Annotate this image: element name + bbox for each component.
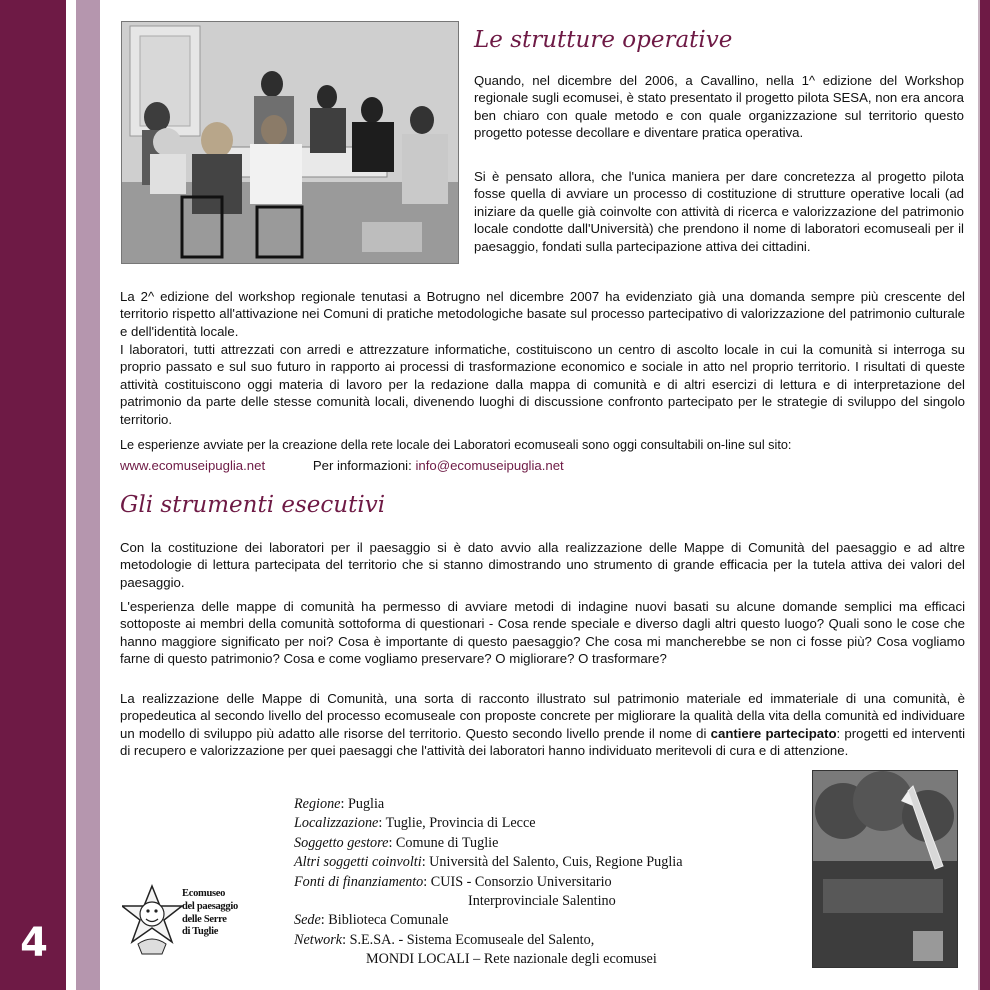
detail-value: : Biblioteca Comunale <box>320 912 449 929</box>
details-block <box>294 795 804 970</box>
section-heading-strumenti: Gli strumenti esecutivi <box>120 492 386 518</box>
paragraph-text-end: : progetti ed interventi di recupero e valorizzazione per quei paesaggi che l'attività dei laboratori hanno individuato meritevoli di cura e di attenzione. <box>120 725 966 759</box>
detail-value: : Tuglie, Provincia di Lecce <box>378 815 536 832</box>
detail-row-fonti-cont: Interprovinciale Salentino <box>468 893 616 910</box>
detail-row-network-cont: MONDI LOCALI – Rete nazionale degli ecomusei <box>366 951 657 968</box>
page-number: 4 <box>20 920 46 966</box>
paragraph-strutture: Si è pensato allora, che l'unica maniera per dare concretezza al progetto pilota fosse quella di avviare un processo di costituzione di strutture operative locali (ad iniziare da quelle già coinvolte con attività di ricerca e valorizzazione del patrimonio locale condotte dall'Università) che prendono il nome di laboratori ecomuseali per il paesaggio, fondati sulla partecipazione attiva dei cittadini. <box>474 169 964 254</box>
paragraph-laboratori: I laboratori, tutti attrezzati con arredi e attrezzature informatiche, costituiscono un centro di ascolto locale in cui la comunità si interroga su proprio passato e sul suo futuro in rapporto ai processi di trasformazione economico e sociale in atto nel proprio territorio. I risultati di queste attività costituiscono oggi materia di lavoro per la redazione dalla mappa di comunità e di altri esercizi di lettura e di interpretazione del patrimonio da parte delle stesse comunità locali, divenendo luoghi di discussione confronto partecipato per le strategie di sviluppo del singolo territorio. <box>120 342 965 427</box>
detail-label: Localizzazione <box>294 815 379 832</box>
detail-value: : Puglia <box>340 796 385 812</box>
detail-label: Regione <box>294 796 341 812</box>
website-link[interactable]: www.ecomuseipuglia.net <box>120 458 266 473</box>
detail-label: Altri soggetti coinvolti <box>294 854 422 871</box>
paragraph-esperienze: Le esperienze avviate per la creazione della rete locale dei Laboratori ecomuseali sono oggi consultabili on-line sul sito: <box>120 438 792 452</box>
detail-value: : Università del Salento, Cuis, Regione Puglia <box>421 854 683 871</box>
cantiere-partecipato: cantiere partecipato <box>710 725 837 741</box>
band-gap <box>66 0 76 990</box>
paragraph-realizzazione <box>120 690 965 760</box>
logo-line: di Tuglie <box>182 926 219 938</box>
detail-label: Fonti di finanziamento <box>294 873 424 890</box>
detail-row-soggetto <box>294 834 804 853</box>
detail-value: : CUIS - Consorzio Universitario <box>423 873 612 890</box>
publication-cover-image <box>812 770 958 968</box>
email-link[interactable]: info@ecomuseipuglia.net <box>415 458 564 473</box>
workshop-photo <box>121 21 459 264</box>
detail-label: Soggetto gestore <box>294 834 389 851</box>
paragraph-workshop: La 2^ edizione del workshop regionale tenutasi a Botrugno nel dicembre 2007 ha evidenziato già una domanda sempre più crescente del territorio rispetto all'attivazione nei Comuni di pratiche metodologiche basate sul processo partecipativo di valorizzazione del patrimonio culturale e dell'identità locale. <box>120 289 965 339</box>
paragraph-mappe: Con la costituzione dei laboratori per il paesaggio si è dato avvio alla realizzazione delle Mappe di Comunità del paesaggio e ad altre metodologie di lettura partecipata del territorio che si stanno dimostrando uno strumento di grande efficacia per la tutela attiva dei valori del paesaggio. <box>120 540 965 590</box>
logo-line: del paesaggio <box>182 900 238 912</box>
detail-row-fonti <box>294 873 804 892</box>
detail-row-localizzazione <box>294 814 804 833</box>
detail-row-sede <box>294 911 804 930</box>
detail-row-network <box>294 931 804 950</box>
detail-value: : Comune di Tuglie <box>388 834 499 851</box>
logo-line: Ecomuseo <box>182 888 226 899</box>
detail-row-regione <box>294 795 804 814</box>
detail-label: Sede <box>294 912 321 929</box>
info-label: Per informazioni: <box>312 458 412 473</box>
inner-color-band <box>76 0 100 990</box>
logo-text <box>182 888 262 939</box>
section-heading-strutture: Le strutture operative <box>474 27 733 53</box>
detail-label: Network <box>294 931 343 948</box>
left-color-band <box>0 0 66 990</box>
paragraph-text: La realizzazione delle Mappe di Comunità, una sorta di racconto illustrato sul patrimonio materiale ed immateriale di una comunità, è propedeutica al secondo livello del processo ecomuseale con proposte concrete per migliorare la qualità della vita della comunità ed individuare un modello di sviluppo più adatto alle risorse del territorio. Questo secondo livello prende il nome di <box>120 691 965 741</box>
contact-line <box>120 458 564 473</box>
paragraph-intro: Quando, nel dicembre del 2006, a Cavallino, nella 1^ edizione del Workshop regionale sugli ecomusei, è stato presentato il progetto pilota SESA, non era ancora ben chiaro con quale metodo e con quale organizzazione sul territorio questo progetto potesse decollare e diventare pratica operativa. <box>474 73 964 141</box>
detail-row-altri <box>294 853 804 872</box>
paragraph-esperienza: L'esperienza delle mappe di comunità ha permesso di avviare metodi di indagine nuovi basati su alcune domande semplici ma efficaci sottoposte ai membri della comunità sottoforma di questionari - Cosa rende speciale e diverso dagli altri questo luogo? Quali sono le cose che hanno maggiore significato per noi? Cosa è importante di questo paesaggio? Che cosa mi mancherebbe se non ci fosse più? Cosa vogliamo farne di questo patrimonio? Cosa e come vogliamo preservare? O migliorare? O trasformare? <box>120 599 965 667</box>
detail-value: : S.E.SA. - Sistema Ecomuseale del Salento, <box>342 931 595 948</box>
logo-line: delle Serre <box>182 913 227 925</box>
right-color-band <box>980 0 990 990</box>
